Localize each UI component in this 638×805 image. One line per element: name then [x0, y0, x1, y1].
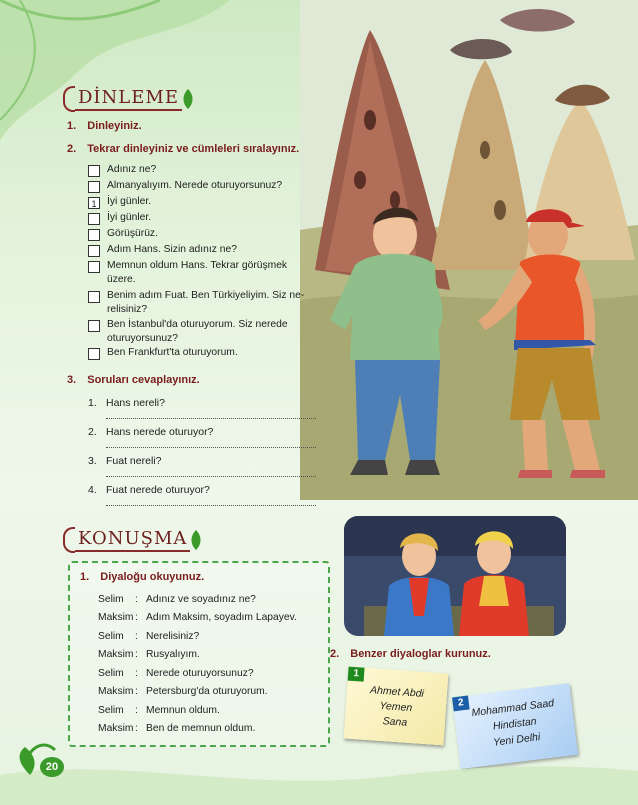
question-text: Fuat nereli? — [106, 455, 162, 467]
dialog-speaker: Maksim — [98, 686, 134, 697]
sentence-item-cont: relisiniz? — [107, 304, 148, 315]
sentence-item: İyi günler. — [107, 196, 152, 207]
dialog-colon: : — [135, 649, 138, 660]
bottom-wave-decoration — [0, 735, 638, 805]
sentence-item: Ben İstanbul'da oturuyorum. Siz nerede — [107, 319, 288, 330]
sentence-item-cont: oturuyorsunuz? — [107, 333, 178, 344]
dialog-speaker: Selim — [98, 594, 124, 605]
konusma-task1 — [80, 571, 204, 583]
dialog-line: Nerede oturuyorsunuz? — [146, 668, 254, 679]
dialog-speaker: Maksim — [98, 723, 134, 734]
task-text: Dinleyiniz. — [87, 120, 142, 132]
question-text: Fuat nerede oturuyor? — [106, 484, 210, 496]
dinleme-task2 — [67, 143, 299, 155]
order-checkbox[interactable] — [88, 213, 100, 225]
order-checkbox[interactable] — [88, 291, 100, 303]
cappadocia-illustration — [300, 0, 638, 500]
task-text: Benzer diyaloglar kurunuz. — [350, 648, 491, 660]
card-number: 1 — [348, 667, 365, 682]
dialog-line: Adım Maksim, soyadım Lapayev. — [146, 612, 297, 623]
dialog-speaker: Maksim — [98, 649, 134, 660]
dialog-line: Rusyalıyım. — [146, 649, 200, 660]
task-text: Soruları cevaplayınız. — [87, 374, 200, 386]
sentence-item: Ben Frankfurt'ta oturuyorum. — [107, 347, 238, 358]
konusma-task2 — [330, 648, 491, 660]
task-number: 1. — [80, 571, 90, 583]
dialog-line: Adınız ve soyadınız ne? — [146, 594, 256, 605]
title-bracket — [63, 86, 75, 112]
dialog-colon: : — [135, 705, 138, 716]
card-country: Hindistan — [492, 715, 538, 733]
dialog-colon: : — [135, 723, 138, 734]
sentence-item: Memnun oldum Hans. Tekrar görüşmek — [107, 260, 288, 271]
leaf-icon — [190, 530, 202, 550]
answer-line[interactable] — [106, 505, 316, 506]
dialog-line: Petersburg'da oturuyorum. — [146, 686, 268, 697]
task-number: 3. — [67, 374, 77, 386]
dinleme-title-text: DİNLEME — [75, 87, 182, 111]
dialog-speaker: Selim — [98, 705, 124, 716]
question-number: 4. — [88, 484, 97, 496]
card-number: 2 — [452, 696, 470, 712]
card-city: Yeni Delhi — [492, 731, 541, 749]
card-name: Ahmet Abdi — [369, 684, 425, 700]
order-checkbox[interactable] — [88, 320, 100, 332]
task-number: 2. — [330, 648, 340, 660]
order-checkbox[interactable]: 1 — [88, 197, 100, 209]
card-city: Sana — [382, 715, 408, 729]
two-boys-photo — [344, 516, 566, 636]
dialog-line: Memnun oldum. — [146, 705, 220, 716]
answer-line[interactable] — [106, 418, 316, 419]
konusma-section-title — [63, 527, 202, 553]
order-checkbox[interactable] — [88, 181, 100, 193]
dinleme-section-title — [63, 86, 194, 112]
question-number: 2. — [88, 426, 97, 438]
sentence-item: Benim adım Fuat. Ben Türkiyeliyim. Siz ne- — [107, 290, 305, 301]
dinleme-task1 — [67, 120, 142, 132]
sentence-item: Görüşürüz. — [107, 228, 158, 239]
note-card-1 — [344, 667, 449, 746]
order-checkbox[interactable] — [88, 245, 100, 257]
title-bracket — [63, 527, 75, 553]
dialog-speaker: Maksim — [98, 612, 134, 623]
order-checkbox[interactable] — [88, 229, 100, 241]
task-number: 2. — [67, 143, 77, 155]
page-number: 20 — [40, 757, 64, 777]
dialog-colon: : — [135, 631, 138, 642]
dialog-colon: : — [135, 612, 138, 623]
dinleme-task3 — [67, 374, 200, 386]
sentence-item: İyi günler. — [107, 212, 152, 223]
order-checkbox[interactable] — [88, 261, 100, 273]
sentence-item: Almanyalıyım. Nerede oturuyorsunuz? — [107, 180, 283, 191]
order-checkbox[interactable] — [88, 165, 100, 177]
dialog-colon: : — [135, 668, 138, 679]
card-country: Yemen — [379, 699, 413, 715]
card-name: Mohammad Saad — [470, 697, 555, 720]
task-number: 1. — [67, 120, 77, 132]
dialog-line: Nerelisiniz? — [146, 631, 200, 642]
question-text: Hans nereli? — [106, 397, 165, 409]
dialog-speaker: Selim — [98, 631, 124, 642]
dialog-speaker: Selim — [98, 668, 124, 679]
dialog-line: Ben de memnun oldum. — [146, 723, 256, 734]
question-number: 3. — [88, 455, 97, 467]
konusma-title-text: KONUŞMA — [75, 528, 190, 552]
answer-line[interactable] — [106, 476, 316, 477]
corner-leaf-decoration — [0, 0, 230, 140]
answer-line[interactable] — [106, 447, 316, 448]
task-text: Diyaloğu okuyunuz. — [100, 571, 205, 583]
dialog-colon: : — [135, 686, 138, 697]
sentence-item-cont: üzere. — [107, 274, 136, 285]
leaf-icon — [182, 89, 194, 109]
question-text: Hans nerede oturuyor? — [106, 426, 214, 438]
order-checkbox[interactable] — [88, 348, 100, 360]
dialog-colon: : — [135, 594, 138, 605]
task-text: Tekrar dinleyiniz ve cümleleri sıralayınız. — [87, 143, 300, 155]
question-number: 1. — [88, 397, 97, 409]
sentence-item: Adım Hans. Sizin adınız ne? — [107, 244, 237, 255]
sentence-item: Adınız ne? — [107, 164, 157, 175]
